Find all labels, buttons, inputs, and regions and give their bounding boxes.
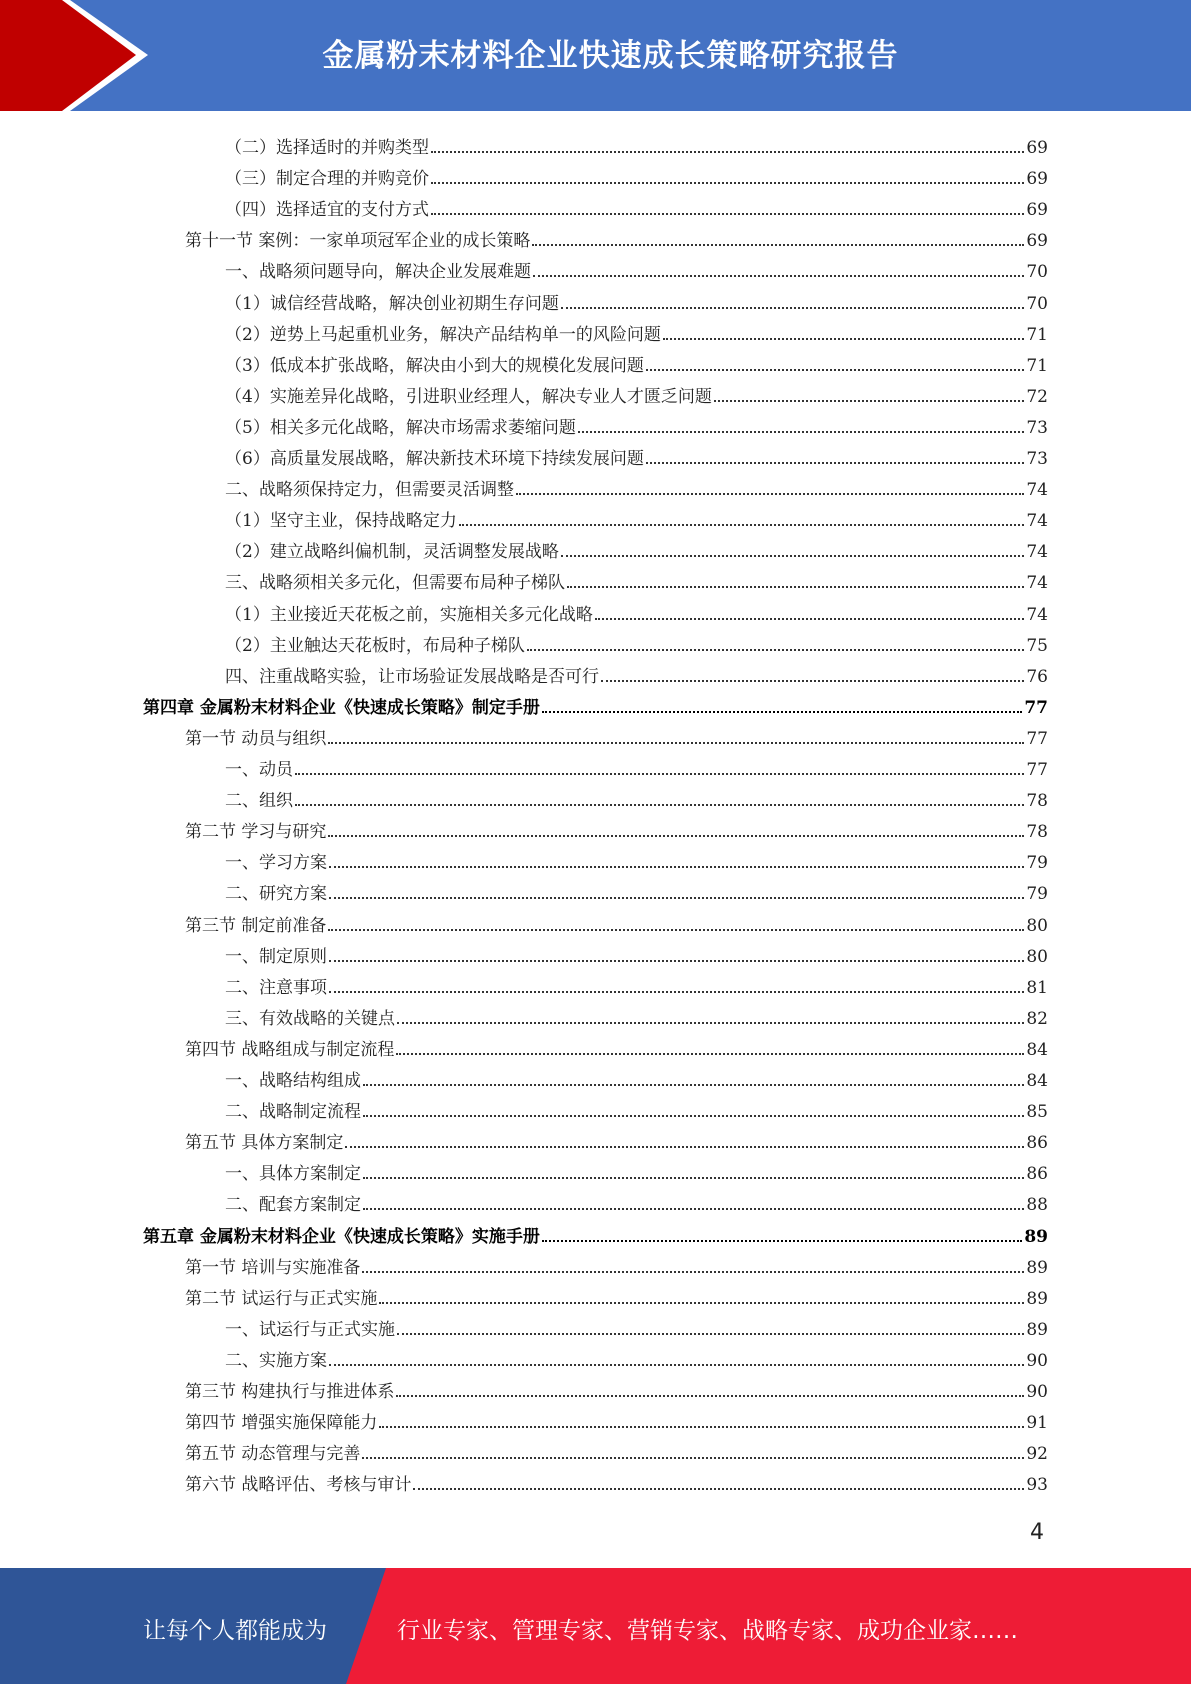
dot-leader [396, 1053, 1024, 1055]
dot-leader [363, 1177, 1024, 1179]
toc-entry-page: 74 [1026, 511, 1048, 532]
toc-entry[interactable] [185, 906, 1048, 936]
toc-entry[interactable] [225, 626, 1048, 656]
toc-entry[interactable] [225, 1154, 1048, 1184]
toc-entry-page: 74 [1026, 542, 1048, 563]
dot-leader [363, 1208, 1024, 1210]
toc-entry[interactable] [185, 719, 1048, 749]
toc-entry-title: （3）低成本扩张战略，解决由小到大的规模化发展问题 [225, 355, 644, 376]
toc-entry-title: （二）选择适时的并购类型 [225, 138, 429, 158]
toc-entry-title: 二、实施方案 [225, 1350, 327, 1371]
toc-entry-title: （1）诚信经营战略，解决创业初期生存问题 [225, 293, 559, 314]
dot-leader [397, 1333, 1024, 1335]
toc-entry-title: 第四节 战略组成与制定流程 [185, 1039, 395, 1060]
toc-entry-page: 73 [1026, 449, 1048, 469]
dot-leader [567, 586, 1024, 588]
dot-leader [328, 742, 1024, 744]
dot-leader [714, 400, 1025, 402]
toc-entry-title: 第五节 具体方案制定 [185, 1133, 344, 1154]
toc-entry-page: 70 [1026, 262, 1048, 283]
toc-entry[interactable] [225, 595, 1048, 625]
toc-entry-page: 89 [1026, 1319, 1048, 1340]
toc-entry-page: 75 [1026, 635, 1048, 656]
dot-leader [601, 680, 1024, 682]
toc-entry[interactable] [225, 999, 1048, 1029]
toc-entry-page: 89 [1026, 1288, 1048, 1309]
toc-entry[interactable] [225, 1185, 1048, 1215]
dot-leader [363, 1115, 1024, 1117]
toc-entry[interactable] [225, 190, 1048, 220]
dot-leader [413, 1488, 1024, 1490]
toc-entry[interactable] [225, 128, 1048, 158]
toc-entry-title: 二、研究方案 [225, 884, 327, 905]
toc-entry-title: 第六节 战略评估、考核与审计 [185, 1475, 412, 1496]
toc-entry-title: （三）制定合理的并购竞价 [225, 169, 429, 190]
dot-leader [646, 369, 1025, 371]
toc-entry-title: 第四章 金属粉末材料企业《快速成长策略》制定手册 [143, 697, 540, 718]
toc-entry-page: 79 [1026, 884, 1048, 905]
toc-entry[interactable] [185, 1123, 1048, 1153]
toc-entry[interactable] [225, 1341, 1048, 1371]
toc-entry-page: 70 [1026, 293, 1048, 314]
toc-entry-title: 二、战略须保持定力，但需要灵活调整 [225, 480, 514, 501]
dot-leader [328, 835, 1024, 837]
toc-entry-title: （1）坚守主业，保持战略定力 [225, 511, 457, 532]
toc-entry-page: 69 [1026, 231, 1048, 252]
dot-leader [561, 307, 1025, 309]
toc-entry-title: 第一节 培训与实施准备 [185, 1257, 361, 1278]
toc-entry[interactable] [225, 874, 1048, 904]
toc-entry[interactable] [225, 377, 1048, 407]
toc-entry-page: 69 [1026, 200, 1048, 221]
toc-entry-page: 71 [1026, 324, 1048, 345]
report-title: 金属粉末材料企业快速成长策略研究报告 [322, 38, 899, 74]
toc-entry-page: 84 [1026, 1071, 1048, 1091]
toc-entry-title: 第三节 制定前准备 [185, 915, 327, 936]
toc-entry-page: 79 [1026, 853, 1048, 874]
toc-entry[interactable] [225, 408, 1048, 438]
toc-entry-title: 第二节 试运行与正式实施 [185, 1288, 378, 1309]
toc-entry-title: 第五节 动态管理与完善 [185, 1444, 361, 1465]
toc-entry[interactable] [225, 315, 1048, 345]
dot-leader [595, 618, 1025, 620]
dot-leader [431, 182, 1024, 184]
dot-leader [533, 275, 1024, 277]
toc-entry[interactable] [185, 1403, 1048, 1433]
toc-entry[interactable] [225, 252, 1048, 282]
dot-leader [329, 991, 1024, 993]
toc-entry-title: 二、组织 [225, 791, 293, 812]
toc-entry-title: 三、有效战略的关键点 [225, 1008, 395, 1029]
toc-entry[interactable] [185, 1279, 1048, 1309]
toc-entry-title: （6）高质量发展战略，解决新技术环境下持续发展问题 [225, 449, 644, 469]
toc-entry[interactable] [185, 812, 1048, 842]
toc-entry-page: 71 [1026, 355, 1048, 376]
toc-entry-page: 92 [1026, 1444, 1048, 1465]
page-footer [0, 1568, 1191, 1684]
dot-leader [431, 151, 1024, 153]
toc-entry-page: 86 [1026, 1133, 1048, 1154]
toc-entry-page: 91 [1026, 1413, 1048, 1434]
toc-entry-page: 93 [1026, 1475, 1048, 1496]
toc-entry-title: 三、战略须相关多元化，但需要布局种子梯队 [225, 573, 565, 594]
dot-leader [362, 1271, 1024, 1273]
toc-entry[interactable] [225, 501, 1048, 531]
toc-entry-page: 89 [1024, 1226, 1048, 1247]
toc-entry-page: 84 [1026, 1039, 1048, 1060]
page-header [0, 0, 1191, 111]
toc-entry-title: 一、制定原则 [225, 946, 327, 967]
toc-entry[interactable] [143, 688, 1048, 718]
dot-leader [516, 493, 1024, 495]
toc-entry-title: （2）主业触达天花板时，布局种子梯队 [225, 635, 525, 656]
toc-entry[interactable] [225, 346, 1048, 376]
toc-entry-page: 80 [1026, 946, 1048, 967]
toc-entry-page: 89 [1026, 1257, 1048, 1278]
dot-leader [379, 1302, 1024, 1304]
dot-leader [295, 773, 1024, 775]
toc-entry[interactable] [185, 221, 1048, 251]
toc-entry-page: 74 [1026, 573, 1048, 594]
dot-leader [527, 649, 1025, 651]
toc-entry[interactable] [225, 284, 1048, 314]
toc-entry-page: 82 [1026, 1008, 1048, 1029]
footer-slogan-right: 行业专家、管理专家、营销专家、战略专家、成功企业家…… [397, 1618, 1018, 1644]
toc-entry[interactable] [225, 1310, 1048, 1340]
toc-entry-page: 76 [1026, 666, 1048, 687]
toc-entry-title: （2）建立战略纠偏机制，灵活调整发展战略 [225, 542, 559, 563]
dot-leader [532, 244, 1024, 246]
toc-entry[interactable] [185, 1030, 1048, 1060]
toc-entry-page: 80 [1026, 915, 1048, 936]
dot-leader [397, 1022, 1024, 1024]
dot-leader [363, 1084, 1024, 1086]
dot-leader [578, 431, 1025, 433]
dot-leader [329, 897, 1024, 899]
toc-entry[interactable] [185, 1465, 1048, 1495]
toc-entry[interactable] [225, 657, 1048, 687]
toc-entry-title: 一、战略须问题导向，解决企业发展难题 [225, 262, 531, 283]
toc-entry-title: （1）主业接近天花板之前，实施相关多元化战略 [225, 604, 593, 625]
toc-entry-page: 81 [1026, 977, 1048, 998]
dot-leader [345, 1146, 1024, 1148]
toc-entry-title: 第十一节 案例：一家单项冠军企业的成长策略 [185, 231, 531, 252]
toc-entry[interactable] [185, 1248, 1048, 1278]
dot-leader [328, 929, 1024, 931]
toc-entry-page: 69 [1026, 169, 1048, 190]
toc-entry-title: （4）实施差异化战略，引进职业经理人，解决专业人才匮乏问题 [225, 386, 712, 407]
toc-entry-page: 73 [1026, 417, 1048, 438]
toc-entry[interactable] [225, 159, 1048, 189]
toc-entry-title: 第四节 增强实施保障能力 [185, 1413, 378, 1434]
toc-entry-page: 90 [1026, 1350, 1048, 1371]
toc-entry-title: 一、战略结构组成 [225, 1071, 361, 1091]
toc-entry-page: 74 [1026, 604, 1048, 625]
toc-entry[interactable] [185, 1372, 1048, 1402]
toc-entry-title: 一、具体方案制定 [225, 1164, 361, 1185]
dot-leader [646, 462, 1025, 464]
dot-leader [329, 866, 1024, 868]
toc-entry[interactable] [225, 843, 1048, 873]
toc-entry-page: 85 [1026, 1102, 1048, 1123]
dot-leader [329, 960, 1024, 962]
toc-entry[interactable] [143, 1217, 1048, 1247]
toc-entry[interactable] [185, 1434, 1048, 1464]
toc-entry-title: 四、注重战略实验，让市场验证发展战略是否可行 [225, 666, 599, 687]
toc-entry-page: 77 [1026, 760, 1048, 780]
toc-entry-page: 77 [1026, 728, 1048, 749]
toc-entry-page: 72 [1026, 386, 1048, 407]
toc-entry[interactable] [225, 1061, 1048, 1091]
toc-entry-title: 二、战略制定流程 [225, 1102, 361, 1123]
toc-entry[interactable] [225, 470, 1048, 500]
toc-entry-page: 69 [1026, 138, 1048, 158]
dot-leader [362, 1457, 1024, 1459]
toc-entry[interactable] [225, 563, 1048, 593]
toc-entry-title: 第二节 学习与研究 [185, 822, 327, 843]
dot-leader [396, 1395, 1024, 1397]
toc-entry[interactable] [225, 781, 1048, 811]
dot-leader [431, 213, 1024, 215]
toc-entry-page: 78 [1026, 791, 1048, 812]
toc-entry-page: 78 [1026, 822, 1048, 843]
toc-entry-title: 一、试运行与正式实施 [225, 1319, 395, 1340]
dot-leader [561, 555, 1025, 557]
page-number: 4 [1030, 1520, 1044, 1545]
toc-entry-title: 二、注意事项 [225, 977, 327, 998]
toc-entry-title: 第三节 构建执行与推进体系 [185, 1382, 395, 1402]
toc-entry-title: 二、配套方案制定 [225, 1195, 361, 1216]
toc-entry-page: 77 [1024, 697, 1048, 718]
toc-entry[interactable] [225, 532, 1048, 562]
toc-entry-title: （四）选择适宜的支付方式 [225, 200, 429, 221]
dot-leader [542, 711, 1022, 713]
toc-entry-page: 86 [1026, 1164, 1048, 1185]
toc-entry-title: 第一节 动员与组织 [185, 728, 327, 749]
toc-entry[interactable] [225, 439, 1048, 469]
dot-leader [459, 524, 1025, 526]
dot-leader [542, 1240, 1022, 1242]
toc-entry-title: （2）逆势上马起重机业务，解决产品结构单一的风险问题 [225, 324, 661, 345]
toc-entry[interactable] [225, 750, 1048, 780]
toc-entry-title: 一、学习方案 [225, 853, 327, 874]
toc-entry[interactable] [225, 1092, 1048, 1122]
toc-entry-page: 88 [1026, 1195, 1048, 1216]
toc-entry-title: 第五章 金属粉末材料企业《快速成长策略》实施手册 [143, 1226, 540, 1247]
dot-leader [663, 338, 1025, 340]
toc-entry-title: 一、动员 [225, 760, 293, 780]
dot-leader [379, 1426, 1024, 1428]
toc-entry-title: （5）相关多元化战略，解决市场需求萎缩问题 [225, 417, 576, 438]
toc-entry[interactable] [225, 968, 1048, 998]
dot-leader [329, 1364, 1024, 1366]
toc-entry-page: 74 [1026, 480, 1048, 501]
toc-entry-page: 90 [1026, 1382, 1048, 1402]
toc-entry[interactable] [225, 937, 1048, 967]
dot-leader [295, 804, 1024, 806]
footer-slogan-left: 让每个人都能成为 [143, 1618, 327, 1644]
